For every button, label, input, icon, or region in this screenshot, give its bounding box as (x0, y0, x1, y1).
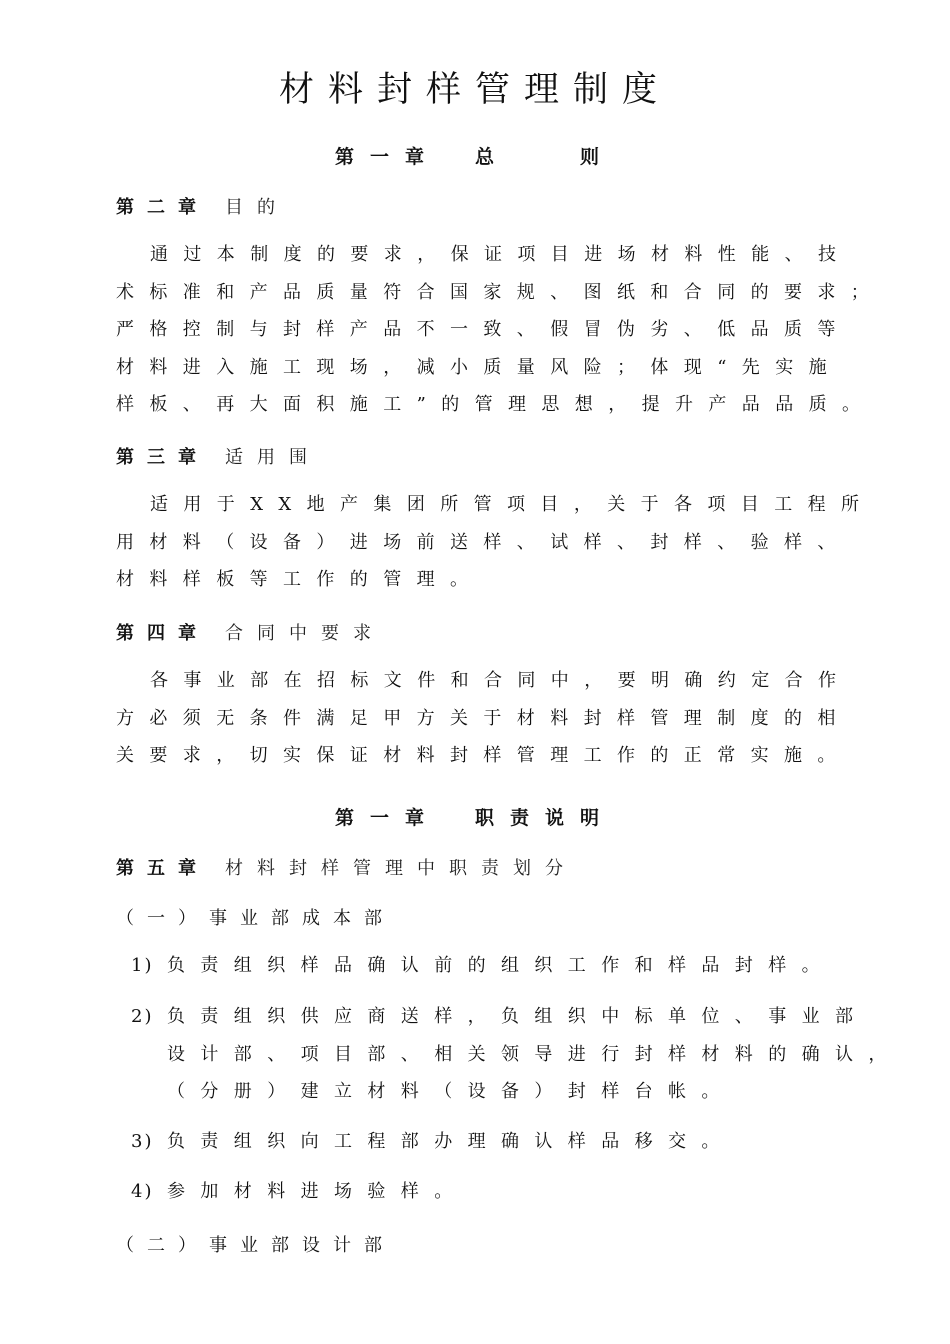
section-number: 第四章 (116, 623, 209, 644)
paragraph-line: 术标准和产品质量符合国家规、图纸和合同的要求； (116, 281, 885, 303)
section-number: 第二章 (116, 197, 209, 218)
paragraph-scope (116, 486, 876, 599)
list-item-text: 参加材料进场验样。 (167, 1181, 468, 1202)
list-item (131, 998, 902, 1111)
list-item-text: 负责组织向工程部办理确认样品移交。 (167, 1131, 735, 1152)
subsection-heading-design-dept: （二）事业部设计部 (116, 1235, 395, 1256)
paragraph-line: 样板、再大面积施工”的管理思想，提升产品品质。 (116, 394, 876, 415)
paragraph-line: 用材料（设备）进场前送样、试样、封样、验样、 (116, 531, 851, 553)
chapter-heading-general: 第一章 总 则 (334, 146, 615, 168)
list-item (131, 947, 835, 985)
section-title: 适用围 (225, 447, 321, 468)
list-item (131, 1173, 468, 1211)
chapter-heading-responsibilities: 第一章 职责说明 (334, 807, 615, 829)
section-heading-contract (116, 619, 385, 645)
list-item-number: 3) (131, 1131, 154, 1152)
section-title: 材料封样管理中职责划分 (225, 858, 577, 879)
document-title: 材料封样管理制度 (278, 70, 671, 110)
paragraph-line: 材料样板等工作的管理。 (116, 569, 484, 590)
section-heading-purpose (116, 193, 289, 219)
paragraph-line: 方必须无条件满足甲方关于材料封样管理制度的相 (116, 707, 851, 729)
section-title: 合同中要求 (225, 623, 385, 644)
section-number: 第五章 (116, 858, 209, 879)
section-heading-scope (116, 443, 321, 469)
paragraph-line: 适用于XX地产集团所管项目，关于各项目工程所 (150, 494, 875, 515)
list-item-number: 2) (131, 1006, 154, 1027)
paragraph-line: 关要求，切实保证材料封样管理工作的正常实施。 (116, 745, 851, 766)
list-item-number: 4) (131, 1181, 154, 1202)
section-title: 目的 (225, 197, 289, 218)
section-heading-division (116, 854, 577, 880)
subsection-heading-cost-dept: （一）事业部成本部 (116, 908, 395, 929)
list-item-number: 1) (131, 955, 154, 976)
list-item-text: 负责组织样品确认前的组织工作和样品封样。 (167, 955, 835, 976)
paragraph-line: 严格控制与封样产品不一致、假冒伪劣、低品质等 (116, 319, 851, 340)
paragraph-line: 通过本制度的要求，保证项目进场材料性能、技 (150, 244, 852, 265)
paragraph-line: 材料进入施工现场，减小质量风险；体现“先实施 (116, 356, 842, 378)
paragraph-purpose (116, 236, 885, 424)
list-item (131, 1123, 735, 1161)
section-number: 第三章 (116, 447, 209, 468)
list-item-text: 负责组织供应商送样，负组织中标单位、事业部 (167, 1006, 869, 1027)
list-item-text: 设计部、项目部、相关领导进行封样材料的确认， (167, 1043, 902, 1065)
paragraph-contract (116, 662, 876, 775)
list-item-text: （分册）建立材料（设备）封样台帐。 (167, 1081, 735, 1102)
paragraph-line: 各事业部在招标文件和合同中，要明确约定合作 (150, 670, 852, 691)
